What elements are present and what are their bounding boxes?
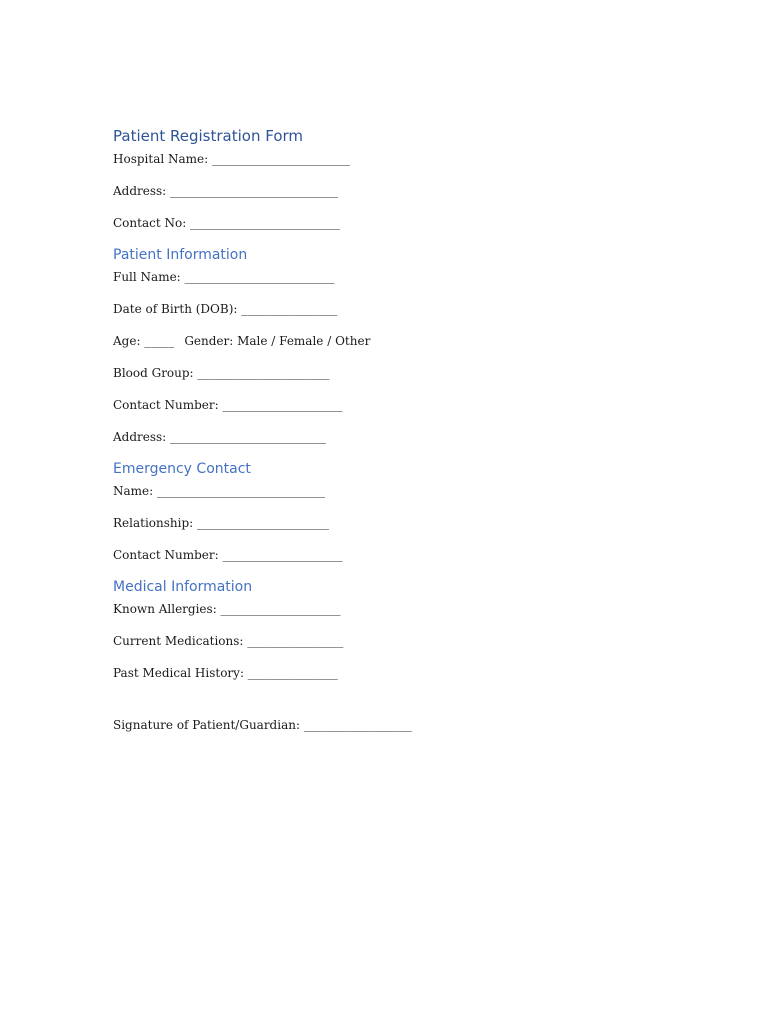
document-page <box>113 124 673 736</box>
history-field: Past Medical History: _______________ <box>113 666 338 680</box>
hospital-contact-field: Contact No: _________________________ <box>113 216 341 230</box>
patient-info-section <box>113 244 673 458</box>
emergency-section <box>113 458 673 576</box>
patient-contact-field: Contact Number: ____________________ <box>113 398 343 412</box>
full-name-field: Full Name: _________________________ <box>113 270 335 284</box>
gender-field: Gender: Male / Female / Other <box>184 334 371 348</box>
hospital-address-field: Address: ____________________________ <box>113 184 339 198</box>
medical-section <box>113 576 673 694</box>
dob-field: Date of Birth (DOB): ________________ <box>113 302 338 316</box>
hospital-section <box>113 148 673 244</box>
emergency-heading: Emergency Contact <box>113 461 251 477</box>
emergency-contact-field: Contact Number: ____________________ <box>113 548 343 562</box>
relationship-field: Relationship: ______________________ <box>113 516 330 530</box>
age-field: Age: _____ <box>113 334 175 348</box>
patient-address-field: Address: __________________________ <box>113 430 327 444</box>
medications-field: Current Medications: ________________ <box>113 634 344 648</box>
allergies-field: Known Allergies: ____________________ <box>113 602 341 616</box>
medical-heading: Medical Information <box>113 579 253 595</box>
form-title: Patient Registration Form <box>113 127 304 145</box>
signature-spacer <box>113 694 673 714</box>
hospital-name-field: Hospital Name: _______________________ <box>113 152 350 166</box>
patient-info-heading: Patient Information <box>113 247 248 263</box>
blood-group-field: Blood Group: ______________________ <box>113 366 330 380</box>
age-gender-row <box>113 330 673 362</box>
signature-field: Signature of Patient/Guardian: __________________ <box>113 718 412 732</box>
emergency-name-field: Name: ____________________________ <box>113 484 325 498</box>
